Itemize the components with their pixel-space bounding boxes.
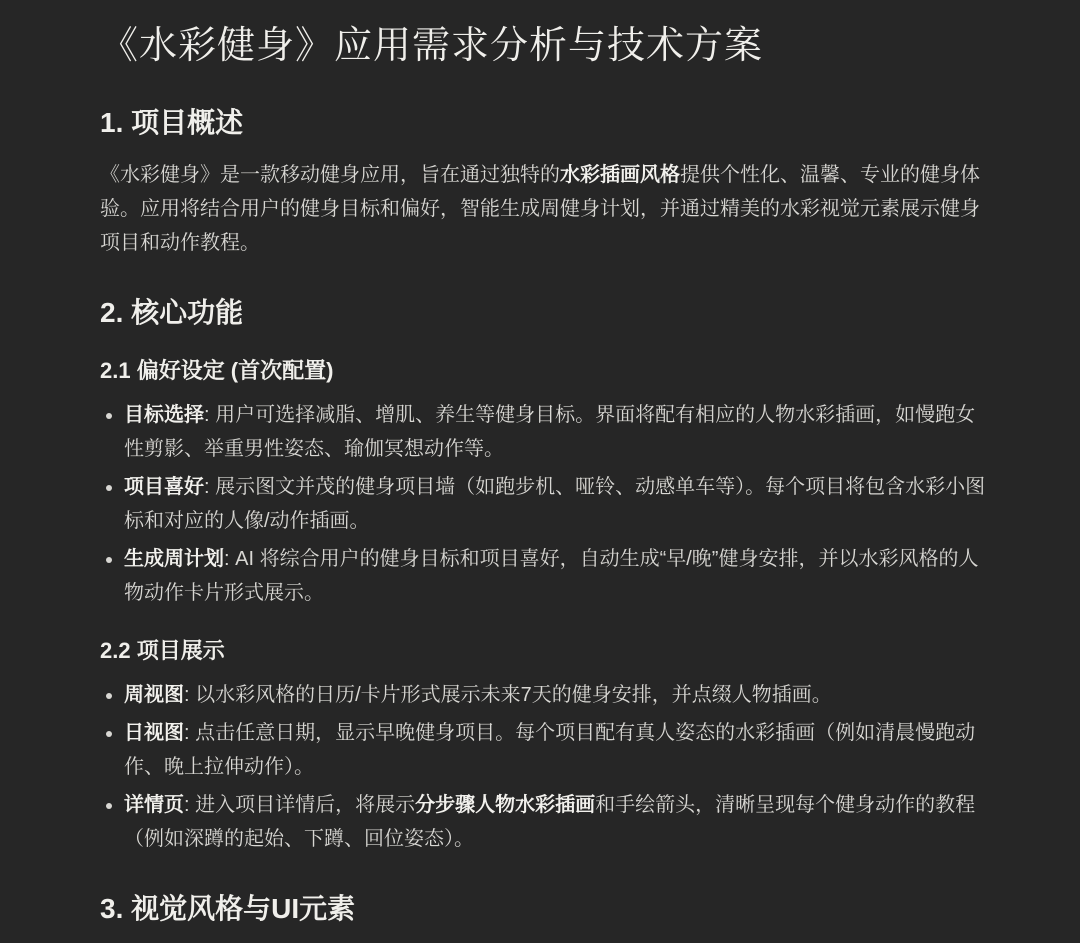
- subsection-heading-preferences: 2.1 偏好设定 (首次配置): [100, 358, 334, 383]
- subsection-heading-project-display: 2.2 项目展示: [100, 638, 225, 663]
- list-item-day-view: • 日视图: 点击任意日期，显示早晚健身项目。每个项目配有真人姿态的水彩插画（例如清晨慢跑动作、晚上拉伸动作）。: [124, 716, 988, 784]
- section-heading-overview: 1. 项目概述: [100, 107, 244, 138]
- list-item-project-likes: • 项目喜好: 展示图文并茂的健身项目墙（如跑步机、哑铃、动感单车等）。每个项目将包含水彩小图标和对应的人像/动作插画。: [124, 470, 988, 538]
- section-heading-core-features: 2. 核心功能: [100, 297, 244, 328]
- overview-paragraph: 《水彩健身》是一款移动健身应用，旨在通过独特的水彩插画风格提供个性化、温馨、专业的健身体验。应用将结合用户的健身目标和偏好，智能生成周健身计划，并通过精美的水彩视觉元素展示健身项目和动作教程。: [100, 164, 980, 254]
- page-title: 《水彩健身》应用需求分析与技术方案: [100, 25, 764, 67]
- section-heading-visual-style: 3. 视觉风格与UI元素: [100, 893, 356, 924]
- list-item-week-view: • 周视图: 以水彩风格的日历/卡片形式展示未来7天的健身安排，并点缀人物插画。: [124, 678, 988, 712]
- list-item-weekly-plan: • 生成周计划: AI 将综合用户的健身目标和项目喜好，自动生成“早/晚”健身安排，并以水彩风格的人物动作卡片形式展示。: [124, 542, 988, 610]
- project-display-list: [100, 678, 988, 856]
- list-item-detail-page: • 详情页: 进入项目详情后，将展示分步骤人物水彩插画和手绘箭头，清晰呈现每个健身动作的教程（例如深蹲的起始、下蹲、回位姿态）。: [124, 788, 988, 856]
- list-item-goal-selection: • 目标选择: 用户可选择减脂、增肌、养生等健身目标。界面将配有相应的人物水彩插画，如慢跑女性剪影、举重男性姿态、瑜伽冥想动作等。: [124, 398, 988, 466]
- preferences-list: [100, 398, 988, 610]
